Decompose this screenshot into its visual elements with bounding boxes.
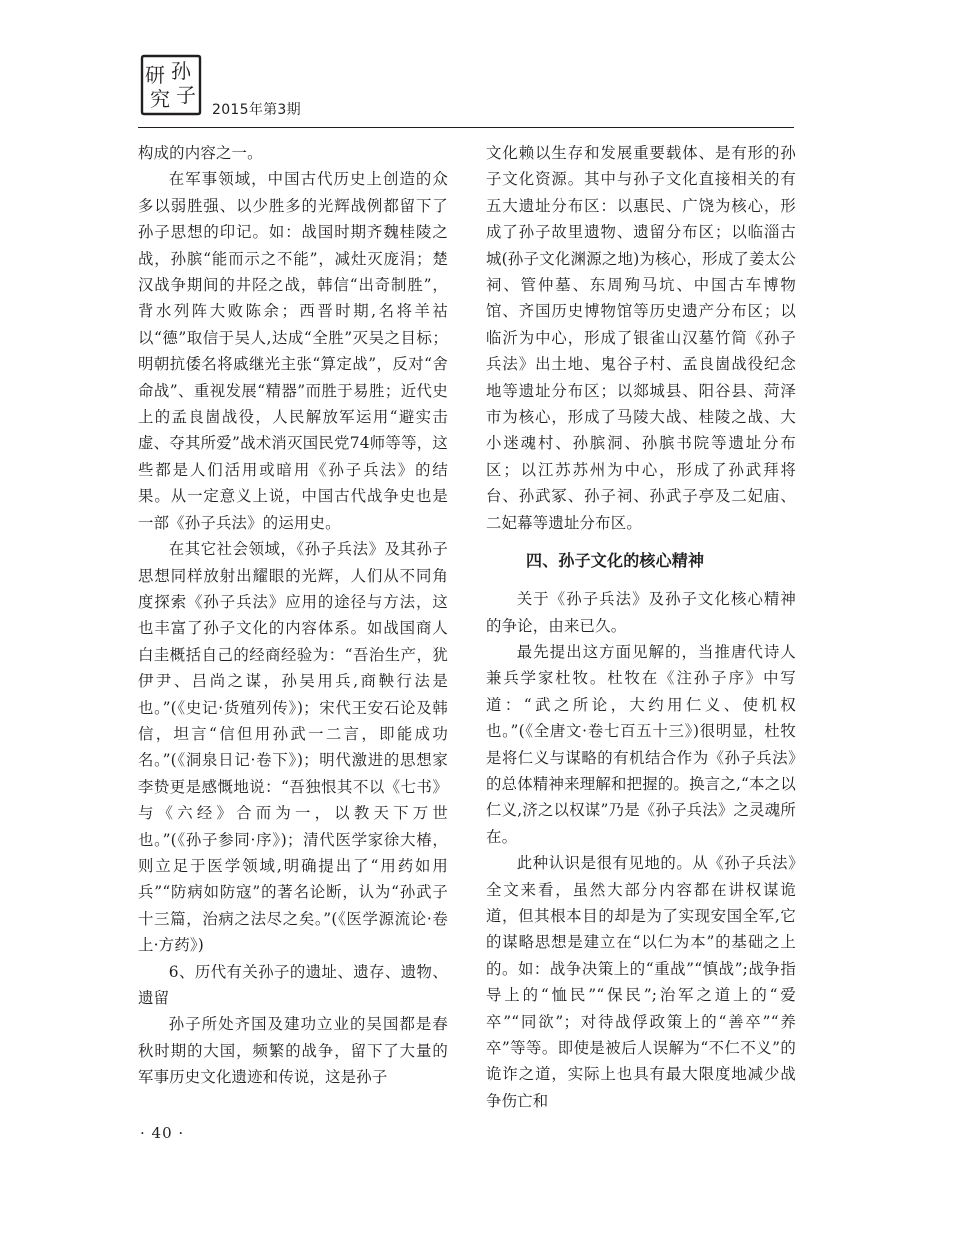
- page-number: · 40 ·: [140, 1124, 185, 1142]
- left-column: [138, 140, 448, 1091]
- logo-char-jiu: 究: [150, 87, 170, 111]
- paragraph: 6、历代有关孙子的遗址、遗存、遗物、遗留: [138, 962, 448, 1007]
- paragraph: 文化赖以生存和发展重要载体、是有形的孙子文化资源。其中与孙子文化直接相关的有五大遗址分布区：以惠民、广饶为核心，形成了孙子故里遗物、遗留分布区；以临淄古城(孙子文化渊源之地)为核心，形成了姜太公祠、管仲墓、东周殉马坑、中国古车博物馆、齐国历史博物馆等历史遗产分布区；以临沂为中心，形成了银雀山汉墓竹简《孙子兵法》出土地、鬼谷子村、孟良崮战役纪念地等遗址分布区；以郯城县、阳谷县、菏泽市为核心，形成了马陵大战、桂陵之战、大小迷魂村、孙膑洞、孙膑书院等遗址分布区；以江苏苏州为中心，形成了孙武拜将台、孙武冢、孙子祠、孙武子亭及二妃庙、二妃幕等遗址分布区。: [486, 144, 796, 532]
- logo-char-sun: 孙: [171, 59, 191, 83]
- paragraph: 此种认识是很有见地的。从《孙子兵法》全文来看，虽然大部分内容都在讲权谋诡道，但其根本目的却是为了实现安国全军,它的谋略思想是建立在“以仁为本”的基础之上的。如：战争决策上的“重战”“慎战”;战争指导上的“恤民”“保民”;治军之道上的“爱卒”“同欲”；对待战俘政策上的“善卒”“养卒”等等。即使是被后人误解为“不仁不义”的诡诈之道，实际上也具有最大限度地减少战争伤亡和: [486, 854, 796, 1110]
- paragraph: 最先提出这方面见解的，当推唐代诗人兼兵学家杜牧。杜牧在《注孙子序》中写道：“武之所论，大约用仁义、使机权也。”(《全唐文·卷七百五十三》)很明显，杜牧是将仁义与谋略的有机结合作为《孙子兵法》的总体精神来理解和把握的。换言之,“本之以仁义,济之以权谋”乃是《孙子兵法》之灵魂所在。: [486, 642, 796, 846]
- header-rule: [138, 127, 794, 128]
- issue-label: 2015年第3期: [212, 102, 301, 118]
- paragraph: 在军事领域，中国古代历史上创造的众多以弱胜强、以少胜多的光辉战例都留下了孙子思想的印记。如：战国时期齐魏桂陵之战，孙膑“能而示之不能”，减灶灭庞涓；楚汉战争期间的井陉之战，韩信“出奇制胜”，背水列阵大败陈余；西晋时期,名将羊祜以“德”取信于吴人,达成“全胜”灭吴之目标；明朝抗倭名将戚继光主张“算定战”，反对“舍命战”、重视发展“精器”而胜于易胜；近代史上的孟良崮战役，人民解放军运用“避实击虚、夺其所爱”战术消灭国民党74师等等，这些都是人们活用或暗用《孙子兵法》的结果。从一定意义上说，中国古代战争史也是一部《孙子兵法》的运用史。: [138, 170, 448, 532]
- logo-char-zi: 子: [176, 83, 196, 107]
- journal-logo: [138, 52, 204, 118]
- section-heading: 四、孙子文化的核心精神: [526, 551, 705, 571]
- logo-char-yan: 研: [145, 63, 165, 87]
- paragraph: 关于《孙子兵法》及孙子文化核心精神的争论，由来已久。: [486, 590, 796, 635]
- right-column: [486, 140, 796, 1114]
- paragraph: 在其它社会领域，《孙子兵法》及其孙子思想同样放射出耀眼的光辉，人们从不同角度探索《孙子兵法》应用的途径与方法，这也丰富了孙子文化的内容体系。如战国商人白圭概括自己的经商经验为：“吾治生产，犹伊尹、吕尚之谋，孙吴用兵,商鞅行法是也。”(《史记·货殖列传》)；宋代王安石论及韩信，坦言“信但用孙武一二言，即能成功名。”(《洞泉日记·卷下》)；明代激进的思想家李贽更是感慨地说：“吾独恨其不以《七书》与《六经》合而为一，以教天下万世也。”(《孙子参同·序》)；清代医学家徐大椿，则立足于医学领域,明确提出了“用药如用兵”“防病如防寇”的著名论断，认为“孙武子十三篇，治病之法尽之矣。”(《医学源流论·卷上·方药》): [138, 540, 448, 955]
- paragraph: 孙子所处齐国及建功立业的吴国都是春秋时期的大国，频繁的战争，留下了大量的军事历史文化遗迹和传说，这是孙子: [138, 1015, 448, 1087]
- paragraph: 构成的内容之一。: [138, 144, 263, 162]
